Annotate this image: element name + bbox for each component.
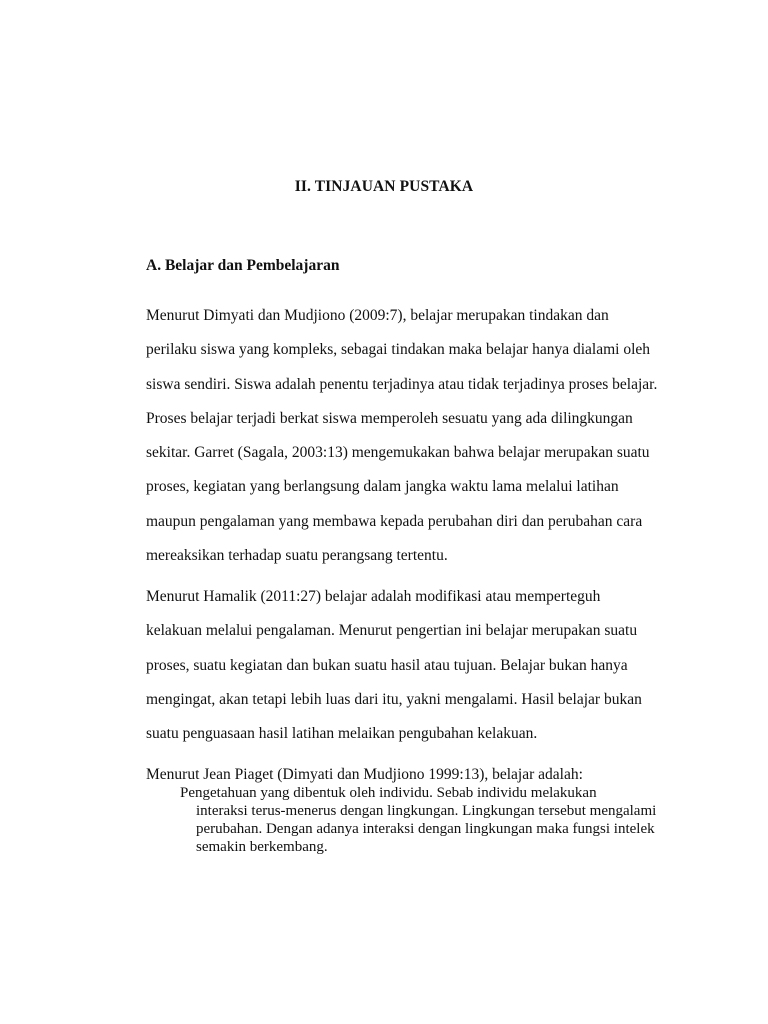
- text-line: proses, kegiatan yang berlangsung dalam jangka waktu lama melalui latihan: [146, 478, 619, 496]
- text-line: Proses belajar terjadi berkat siswa memperoleh sesuatu yang ada dilingkungan: [146, 409, 633, 427]
- section-heading: A. Belajar dan Pembelajaran: [146, 257, 340, 274]
- chapter-title: II. TINJAUAN PUSTAKA: [294, 178, 474, 195]
- text-line: suatu penguasaan hasil latihan melaikan pengubahan kelakuan.: [146, 725, 538, 743]
- quote-line: semakin berkembang.: [196, 839, 328, 855]
- text-line: kelakuan melalui pengalaman. Menurut pengertian ini belajar merupakan suatu: [146, 622, 638, 640]
- text-line: sekitar. Garret (Sagala, 2003:13) mengemukakan bahwa belajar merupakan suatu: [146, 444, 650, 462]
- text-line: maupun pengalaman yang membawa kepada perubahan diri dan perubahan cara: [146, 512, 643, 530]
- paragraph-piaget: [146, 766, 686, 784]
- text-line: mengingat, akan tetapi lebih luas dari itu, yakni mengalami. Hasil belajar bukan: [146, 690, 642, 708]
- quote-line: perubahan. Dengan adanya interaksi dengan lingkungan maka fungsi intelek: [196, 821, 655, 837]
- paragraph-piaget-intro: Menurut Jean Piaget (Dimyati dan Mudjiono 1999:13), belajar adalah:: [146, 766, 583, 783]
- quote-line: Pengetahuan yang dibentuk oleh individu. Sebab individu melakukan: [180, 785, 597, 801]
- quote-line: interaksi terus-menerus dengan lingkungan. Lingkungan tersebut mengalami: [196, 803, 657, 819]
- text-line: Menurut Hamalik (2011:27) belajar adalah modifikasi atau memperteguh: [146, 588, 601, 605]
- text-line: Menurut Dimyati dan Mudjiono (2009:7), belajar merupakan tindakan dan: [146, 307, 609, 324]
- text-line: proses, suatu kegiatan dan bukan suatu hasil atau tujuan. Belajar bukan hanya: [146, 656, 628, 674]
- paragraph-hamalik: [146, 587, 686, 758]
- text-line: mereaksikan terhadap suatu perangsang tertentu.: [146, 547, 448, 565]
- text-line: perilaku siswa yang kompleks, sebagai tindakan maka belajar hanya dialami oleh: [146, 341, 651, 359]
- paragraph-dimyati: [146, 306, 686, 580]
- text-line: siswa sendiri. Siswa adalah penentu terjadinya atau tidak terjadinya proses belajar.: [146, 375, 658, 393]
